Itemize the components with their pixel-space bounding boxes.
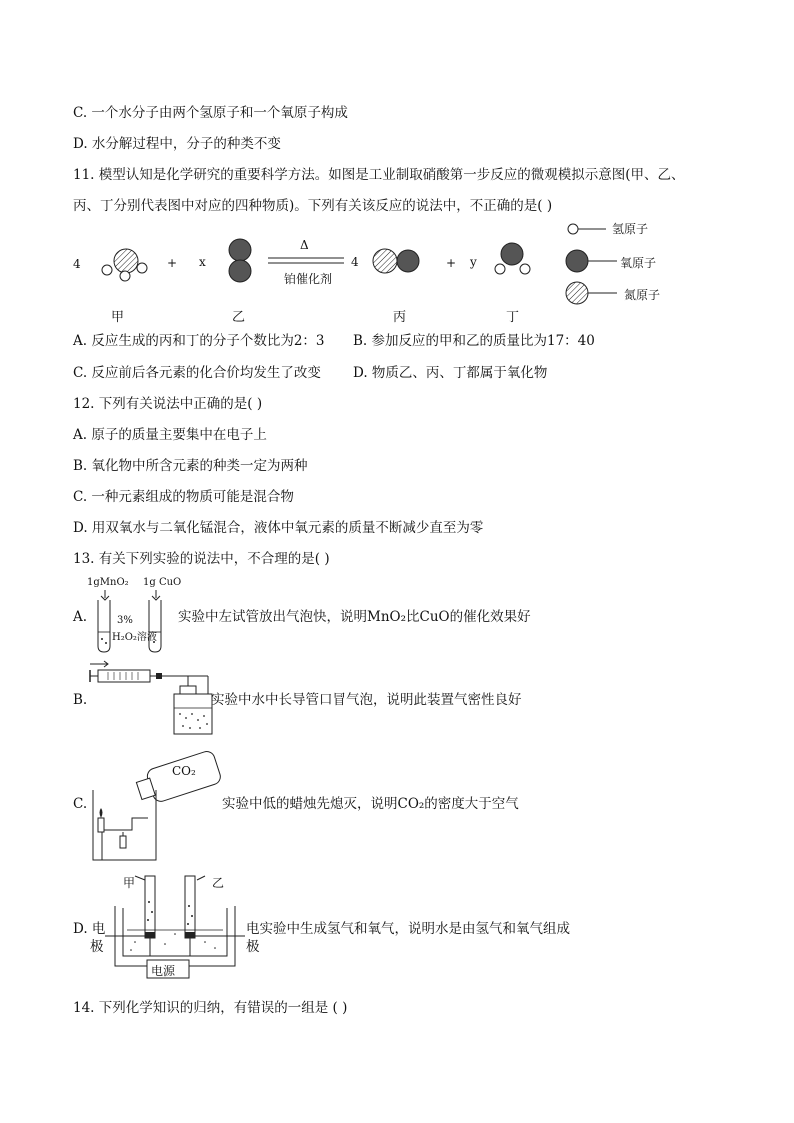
q11-option-c: C. 反应前后各元素的化合价均发生了改变 xyxy=(73,365,321,381)
q13-option-d-letter-ji: 极 xyxy=(90,939,104,955)
q13-stem: 13. 有关下列实验的说法中，不合理的是( ) xyxy=(73,551,330,567)
coef-yi: x xyxy=(199,255,206,269)
q13-option-a-letter: A. xyxy=(73,609,88,625)
q11-option-b: B. 参加反应的甲和乙的质量比为17：40 xyxy=(353,333,595,349)
q11-stem-line1: 11. 模型认知是化学研究的重要科学方法。如图是工业制取硝酸第一步反应的微观模拟示意图(甲、乙、 xyxy=(73,167,685,183)
label-mno2: 1gMnO₂ xyxy=(87,577,129,588)
plus-sign-1: + xyxy=(167,256,178,270)
q13-option-d-text: 电实验中生成氢气和氧气，说明水是由氢气和氧气组成 xyxy=(246,921,570,937)
q12-option-a: A. 原子的质量主要集中在电子上 xyxy=(73,427,267,443)
q10-option-c: C. 一个水分子由两个氢原子和一个氧原子构成 xyxy=(73,105,348,121)
legend-nitrogen-icon xyxy=(565,281,625,307)
q12-stem: 12. 下列有关说法中正确的是( ) xyxy=(73,396,263,412)
name-jia: 甲 xyxy=(111,310,125,325)
molecule-yi-icon xyxy=(227,238,257,288)
label-cuo: 1g CuO xyxy=(143,577,182,588)
molecule-ding-icon xyxy=(492,240,537,280)
test-tubes-illustration xyxy=(88,584,188,654)
name-bing: 丙 xyxy=(393,310,407,325)
q13-option-c-text: 实验中低的蜡烛先熄灭，说明CO₂的密度大于空气 xyxy=(222,796,519,812)
reaction-condition-catalyst: 铂催化剂 xyxy=(284,272,333,286)
label-jia-tube: 甲 xyxy=(123,876,136,890)
q13-option-c-letter: C. xyxy=(73,796,88,812)
co2-candle-illustration xyxy=(88,748,238,863)
legend-oxygen-icon xyxy=(565,249,625,275)
q13-option-b-text: 实验中水中长导管口冒气泡，说明此装置气密性良好 xyxy=(211,692,522,708)
q13-option-d-text-ji: 极 xyxy=(246,939,260,955)
q13-option-b-letter: B. xyxy=(73,692,88,708)
q12-option-c: C. 一种元素组成的物质可能是混合物 xyxy=(73,489,294,505)
q13-option-a-text: 实验中左试管放出气泡快，说明MnO₂比CuO的催化效果好 xyxy=(178,609,531,625)
molecule-bing-icon xyxy=(372,247,432,277)
syringe-bottle-illustration xyxy=(88,658,218,738)
legend-hydrogen-label: 氢原子 xyxy=(612,222,649,236)
q11-option-a: A. 反应生成的丙和丁的分子个数比为2：3 xyxy=(73,333,325,349)
coef-jia: 4 xyxy=(73,257,81,271)
reaction-arrow-icon xyxy=(268,257,348,267)
coef-bing: 4 xyxy=(351,255,359,269)
molecule-jia-icon xyxy=(97,245,157,285)
label-h2o2: H₂O₂溶液 xyxy=(112,632,157,643)
name-yi: 乙 xyxy=(232,310,246,325)
coef-ding: y xyxy=(470,255,477,269)
label-co2: CO₂ xyxy=(172,764,196,778)
q11-option-d: D. 物质乙、丙、丁都属于氧化物 xyxy=(353,365,548,381)
q11-stem-line2: 丙、丁分别代表图中对应的四种物质)。下列有关该反应的说法中，不正确的是( ) xyxy=(73,198,553,214)
name-ding: 丁 xyxy=(506,310,520,325)
legend-hydrogen-icon xyxy=(566,222,616,236)
plus-sign-2: + xyxy=(446,256,457,270)
q12-option-b: B. 氧化物中所含元素的种类一定为两种 xyxy=(73,458,308,474)
q13-option-d-letter: D. 电 xyxy=(73,921,106,937)
q12-option-d: D. 用双氧水与二氧化锰混合，液体中氧元素的质量不断减少直至为零 xyxy=(73,520,484,536)
legend-oxygen-label: 氧原子 xyxy=(620,256,657,270)
q14-stem: 14. 下列化学知识的归纳，有错误的一组是 ( ) xyxy=(73,1000,348,1016)
label-yi-tube: 乙 xyxy=(212,876,225,890)
label-power-source: 电源 xyxy=(151,964,176,978)
reaction-condition-heat: Δ xyxy=(300,238,309,252)
q10-option-d: D. 水分解过程中，分子的种类不变 xyxy=(73,136,281,152)
legend-nitrogen-label: 氮原子 xyxy=(624,288,661,302)
label-percent: 3% xyxy=(117,615,133,626)
